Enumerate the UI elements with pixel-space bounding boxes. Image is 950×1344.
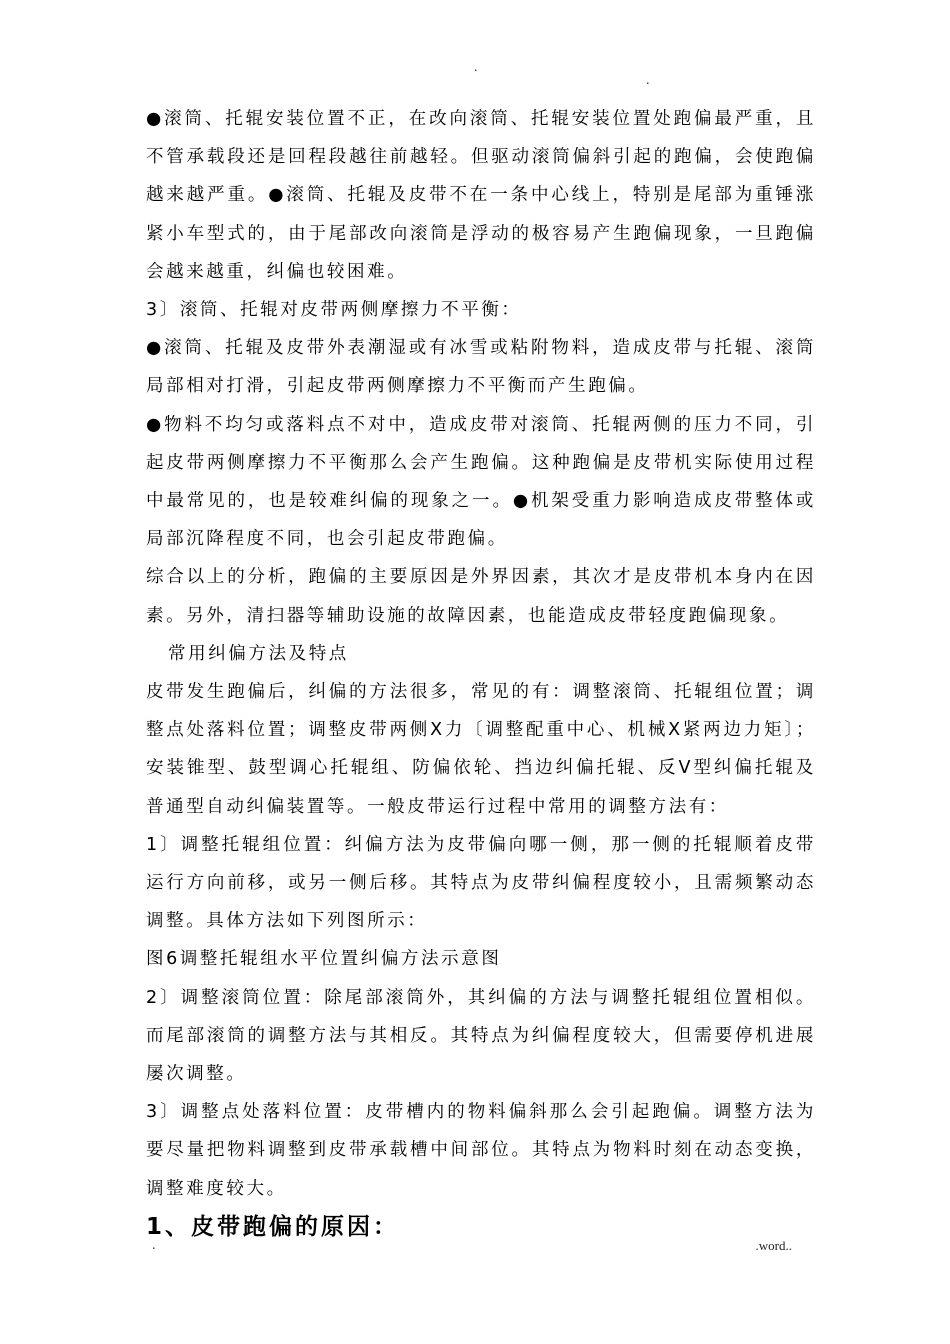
paragraph-uneven-load: ●物料不均匀或落料点不对中，造成皮带对滚筒、托辊两侧的压力不同，引起皮带两侧摩擦力不平衡那么会产生跑偏。这种跑偏是皮带机实际使用过程中最常见的，也是较难纠偏的现象之一。●机架受重力影响造成皮带整体或局部沉降程度不同，也会引起皮带跑偏。 <box>146 414 816 550</box>
footer-dot-left: . <box>152 1238 156 1253</box>
document-body <box>146 100 816 1246</box>
footer-word: .word.. <box>755 1238 792 1253</box>
paragraph-method-idler: 1〕调整托辊组位置：纠偏方法为皮带偏向哪一侧，那一侧的托辊顺着皮带运行方向前移，或另一侧后移。其特点为皮带纠偏程度较小，且需频繁动态调整。具体方法如下列图所示： <box>146 834 816 932</box>
paragraph-methods-title: 常用纠偏方法及特点 <box>168 643 349 664</box>
paragraph-summary: 综合以上的分析，跑偏的主要原因是外界因素，其次才是皮带机本身内在因素。另外，清扫器等辅助设施的故障因素，也能造成皮带轻度跑偏现象。 <box>146 567 816 626</box>
figure-caption: 图6调整托辊组水平位置纠偏方法示意图 <box>146 949 502 970</box>
paragraph-methods-overview: 皮带发生跑偏后，纠偏的方法很多，常见的有：调整滚筒、托辊组位置；调整点处落料位置；调整皮带两侧X力〔调整配重中心、机械X紧两边力矩〕；安装锥型、鼓型调心托辊组、防偏依轮、挡边纠偏托辊、反V型纠偏托辊及普通型自动纠偏装置等。一般皮带运行过程中常用的调整方法有： <box>146 682 816 817</box>
paragraph-method-pulley: 2〕调整滚筒位置：除尾部滚筒外，其纠偏的方法与调整托辊组位置相似。而尾部滚筒的调整方法与其相反。其特点为纠偏程度较大，但需要停机进展屡次调整。 <box>146 987 816 1085</box>
paragraph-surface-slip: ●滚筒、托辊及皮带外表潮湿或有冰雪或粘附物料，造成皮带与托辊、滚筒局部相对打滑，引起皮带两侧摩擦力不平衡而产生跑偏。 <box>146 338 816 397</box>
paragraph-friction-imbalance-title: 3〕滚筒、托辊对皮带两侧摩擦力不平衡： <box>146 300 522 321</box>
paragraph-method-loading: 3〕调整点处落料位置：皮带槽内的物料偏斜那么会引起跑偏。调整方法为要尽量把物料调整到皮带承载槽中间部位。其特点为物料时刻在动态变换，调整难度较大。 <box>146 1102 816 1199</box>
section-heading: 1、皮带跑偏的原因： <box>146 1213 400 1240</box>
paragraph-roller-misalignment: ●滚筒、托辊安装位置不正，在改向滚筒、托辊安装位置处跑偏最严重，且不管承载段还是回程段越往前越轻。但驱动滚筒偏斜引起的跑偏，会使跑偏越来越严重。●滚筒、托辊及皮带不在一条中心线上，特别是尾部为重锤涨紧小车型式的，由于尾部改向滚筒是浮动的极容易产生跑偏现象，一旦跑偏会越来越重，纠偏也较困难。 <box>146 109 816 282</box>
header-dot-center: . <box>474 60 478 75</box>
header-dot-right: . <box>646 73 650 88</box>
